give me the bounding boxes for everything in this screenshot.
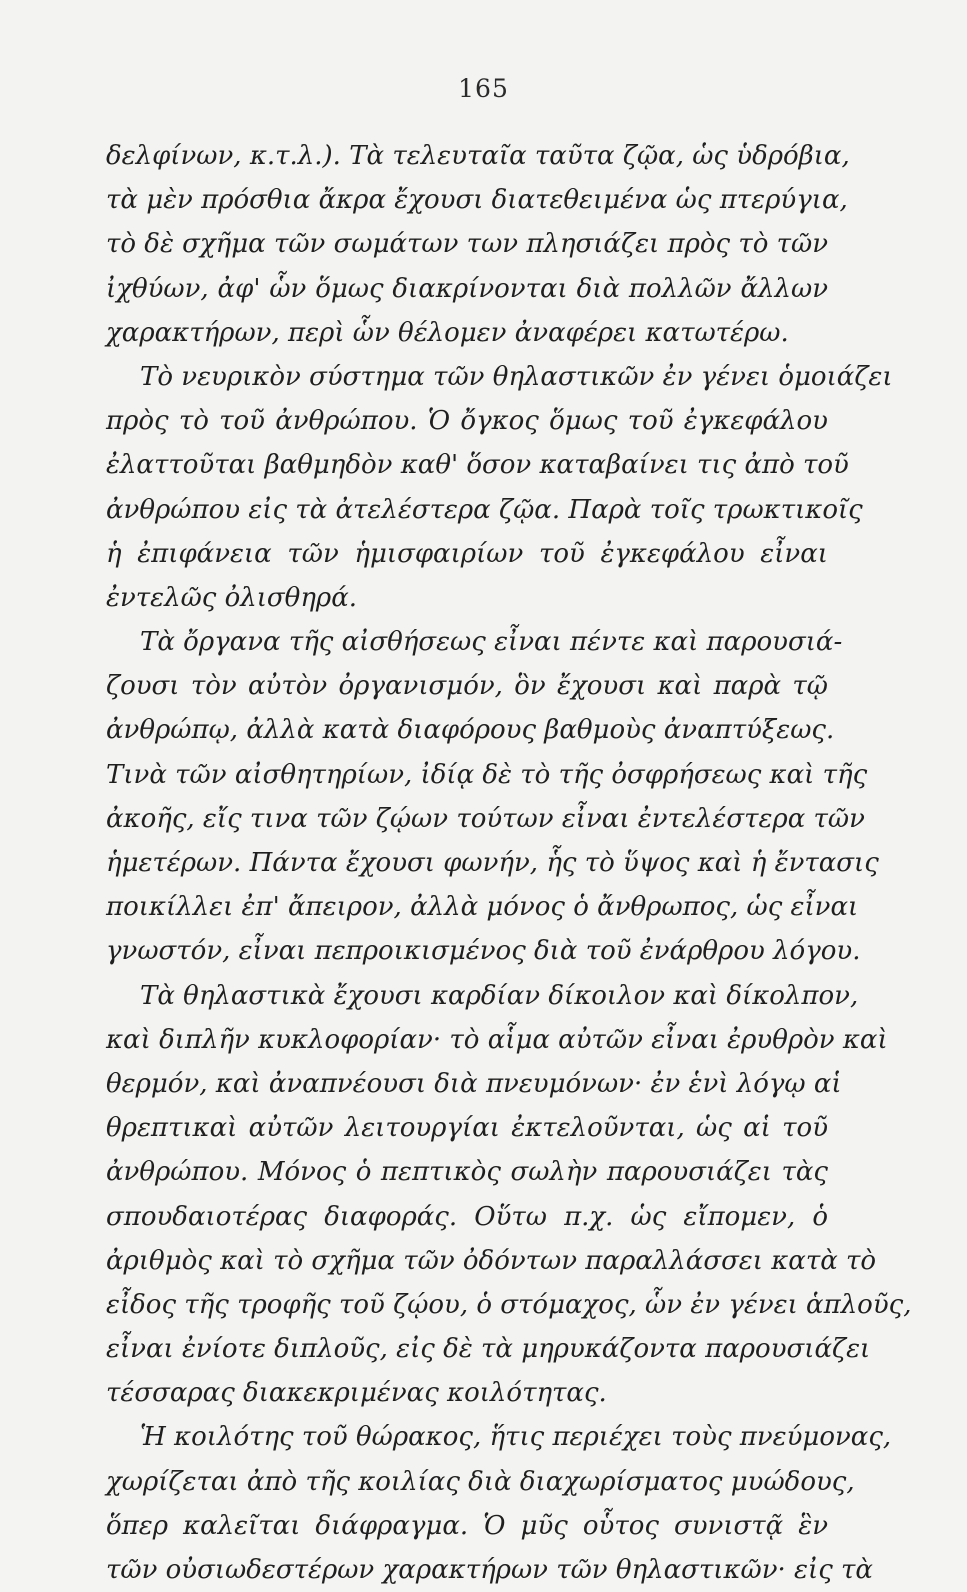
text-line: ἡμετέρων. Πάντα ἔχουσι φωνήν, ἧς τὸ ὕψος καὶ ἡ ἔντασις bbox=[106, 848, 879, 878]
text-line: γνωστόν, εἶναι πεπροικισμένος διὰ τοῦ ἐνάρθρου λόγου. bbox=[106, 936, 861, 967]
text-line: Τὸ νευρικὸν σύστημα τῶν θηλαστικῶν ἐν γένει ὁμοιάζει bbox=[140, 361, 893, 392]
text-line: Τὰ ὄργανα τῆς αἰσθήσεως εἶναι πέντε καὶ παρουσιά- bbox=[140, 627, 843, 658]
text-line: θρεπτικαὶ αὐτῶν λειτουργίαι ἐκτελοῦνται, ὡς αἱ τοῦ bbox=[106, 1113, 828, 1144]
body-text bbox=[106, 134, 912, 1592]
text-line: Τὰ θηλαστικὰ ἔχουσι καρδίαν δίκοιλον καὶ δίκολπον, bbox=[140, 980, 859, 1011]
text-line: τὸ δὲ σχῆμα τῶν σωμάτων των πλησιάζει πρὸς τὸ τῶν bbox=[106, 229, 829, 260]
text-line: ἀκοῆς, εἴς τινα τῶν ζῴων τούτων εἶναι ἐντελέστερα τῶν bbox=[106, 803, 865, 834]
text-line: εἶδος τῆς τροφῆς τοῦ ζῴου, ὁ στόμαχος, ὧν ἐν γένει ἁπλοῦς, bbox=[106, 1289, 912, 1320]
text-line: ἡ ἐπιφάνεια τῶν ἡμισφαιρίων τοῦ ἐγκεφάλου εἶναι bbox=[106, 538, 828, 569]
text-line: ἀνθρώπου. Μόνος ὁ πεπτικὸς σωλὴν παρουσιάζει τὰς bbox=[106, 1157, 828, 1188]
text-line: τῶν οὐσιωδεστέρων χαρακτήρων τῶν θηλαστικῶν· εἰς τὰ bbox=[106, 1555, 873, 1585]
text-line: ἀνθρώπου εἰς τὰ ἀτελέστερα ζῷα. Παρὰ τοῖς τρωκτικοῖς bbox=[106, 494, 863, 525]
text-line: θερμόν, καὶ ἀναπνέουσι διὰ πνευμόνων· ἐν ἑνὶ λόγῳ αἱ bbox=[106, 1068, 842, 1099]
text-line: ἀνθρώπῳ, ἀλλὰ κατὰ διαφόρους βαθμοὺς ἀναπτύξεως. bbox=[106, 715, 835, 746]
page-number: 165 bbox=[458, 74, 509, 103]
text-line: ἐλαττοῦται βαθμηδὸν καθ' ὅσον καταβαίνει τις ἀπὸ τοῦ bbox=[106, 450, 849, 481]
text-line: τέσσαρας διακεκριμένας κοιλότητας. bbox=[106, 1378, 607, 1409]
text-line: ὅπερ καλεῖται διάφραγμα. Ὁ μῦς οὗτος συνιστᾷ ἓν bbox=[106, 1510, 828, 1541]
text-line: ποικίλλει ἐπ' ἄπειρον, ἀλλὰ μόνος ὁ ἄνθρωπος, ὡς εἶναι bbox=[106, 892, 859, 923]
text-line: χωρίζεται ἀπὸ τῆς κοιλίας διὰ διαχωρίσματος μυώδους, bbox=[106, 1466, 855, 1497]
text-line: εἶναι ἐνίοτε διπλοῦς, εἰς δὲ τὰ μηρυκάζοντα παρουσιάζει bbox=[106, 1334, 871, 1365]
text-line: σπουδαιοτέρας διαφοράς. Οὕτω π.χ. ὡς εἴπομεν, ὁ bbox=[106, 1201, 828, 1232]
text-line: χαρακτήρων, περὶ ὧν θέλομεν ἀναφέρει κατωτέρω. bbox=[106, 317, 789, 348]
text-line: ἀριθμὸς καὶ τὸ σχῆμα τῶν ὀδόντων παραλλάσσει κατὰ τὸ bbox=[106, 1245, 877, 1276]
text-line: τὰ μὲν πρόσθια ἄκρα ἔχουσι διατεθειμένα ὡς πτερύγια, bbox=[106, 185, 848, 216]
text-line: Ἡ κοιλότης τοῦ θώρακος, ἥτις περιέχει τοὺς πνεύμονας, bbox=[140, 1422, 892, 1453]
text-line: δελφίνων, κ.τ.λ.). Τὰ τελευταῖα ταῦτα ζῷα, ὡς ὑδρόβια, bbox=[106, 141, 850, 171]
text-line: ἐντελῶς ὀλισθηρά. bbox=[106, 582, 358, 613]
text-line: Τινὰ τῶν αἰσθητηρίων, ἰδίᾳ δὲ τὸ τῆς ὀσφρήσεως καὶ τῆς bbox=[106, 759, 868, 790]
text-line: ἰχθύων, ἀφ' ὧν ὅμως διακρίνονται διὰ πολλῶν ἄλλων bbox=[106, 273, 828, 304]
text-line: ζουσι τὸν αὐτὸν ὀργανισμόν, ὃν ἔχουσι καὶ παρὰ τῷ bbox=[106, 671, 828, 702]
text-line: πρὸς τὸ τοῦ ἀνθρώπου. Ὁ ὄγκος ὅμως τοῦ ἐγκεφάλου bbox=[106, 406, 828, 437]
text-line: καὶ διπλῆν κυκλοφορίαν· τὸ αἷμα αὐτῶν εἶναι ἐρυθρὸν καὶ bbox=[106, 1024, 888, 1055]
